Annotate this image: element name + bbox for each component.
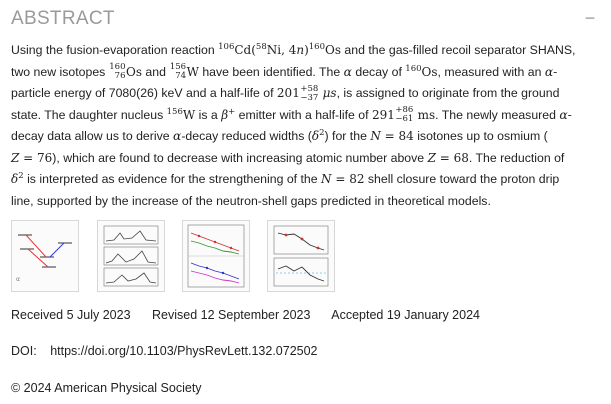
figure-4-thumbnail[interactable] — [267, 220, 335, 292]
isotope-os160: 160 76 Os — [109, 62, 142, 81]
abstract-text-segment: ), which are found to decrease with increasing atomic number above — [52, 150, 428, 165]
reduced-width-plot-icon — [268, 221, 334, 291]
svg-text:α: α — [16, 276, 20, 283]
alpha-symbol: α — [343, 64, 352, 79]
abstract-text-segment: emitter with a half-life of — [235, 107, 372, 122]
figure-1-thumbnail[interactable] — [11, 220, 79, 292]
n-equals-84: N = 84 — [370, 129, 414, 143]
abstract-text-segment: and — [141, 64, 170, 79]
abstract-header — [11, 6, 600, 32]
abstract-text — [11, 40, 601, 212]
abstract-text-segment: Using the fusion-evaporation reaction — [11, 43, 219, 57]
doi-label: DOI: — [11, 344, 37, 358]
half-life-w156: 291 +86 −61 ms — [371, 105, 436, 124]
z-equals-76: Z = 76 — [11, 150, 53, 165]
n-equals-82: N = 82 — [321, 172, 365, 186]
reaction-formula: $^{106}$Cd($^{58}$Ni, 4n)$^{160}$Os — [218, 42, 341, 57]
publication-dates — [11, 306, 498, 324]
abstract-text-segment: -decay reduced widths ( — [181, 129, 312, 143]
collapse-button[interactable]: − — [584, 8, 596, 28]
abstract-text-segment: is interpreted as evidence for the strengthening of the — [23, 172, 322, 186]
isotope-w156-daughter: $^{156}$W — [166, 106, 196, 122]
abstract-text-segment: and the gas-filled recoil separator SHANS, — [341, 43, 576, 57]
z-equals-68: Z = 68 — [427, 150, 469, 165]
alpha-symbol: α- — [544, 64, 558, 79]
abstract-text-segment: ) for the — [324, 129, 371, 143]
abstract-text-segment: . The reduction of — [468, 150, 565, 165]
doi-link[interactable]: https://doi.org/10.1103/PhysRevLett.132.072502 — [50, 344, 318, 358]
figure-3-thumbnail[interactable] — [182, 220, 250, 292]
spectrum-plot-icon — [98, 221, 164, 291]
abstract-text-segment: have been identified. The — [198, 64, 344, 79]
abstract-text-segment: . The newly measured — [435, 107, 560, 122]
abstract-text-segment: shell closure toward the proton drip — [364, 172, 560, 186]
half-life-os160: 201 +58 −37 μs — [276, 83, 337, 103]
delta-squared: $\delta^2$ — [311, 128, 325, 143]
received-date: Received 5 July 2023 — [11, 308, 131, 322]
accepted-date: Accepted 19 January 2024 — [331, 308, 480, 322]
abstract-text-segment: state. The daughter nucleus — [11, 107, 167, 122]
copyright-notice: © 2024 American Physical Society — [11, 381, 202, 395]
abstract-text-segment: is a — [195, 107, 222, 122]
abstract-text-segment: line, supported by the increase of the neutron-shell gaps predicted in theoretical models. — [11, 193, 491, 208]
delta-squared: $\delta^2$ — [11, 171, 24, 186]
abstract-text-segment: , measured with an — [437, 64, 545, 79]
systematics-plot-icon — [183, 221, 249, 291]
alpha-symbol: α- — [559, 107, 572, 122]
abstract-title: ABSTRACT — [11, 8, 115, 29]
beta-plus-symbol: β+ — [221, 106, 236, 122]
isotope-os: $^{160}$Os — [405, 63, 438, 79]
figure-2-thumbnail[interactable] — [97, 220, 165, 292]
revised-date: Revised 12 September 2023 — [152, 308, 311, 322]
alpha-symbol: α — [173, 129, 182, 143]
isotope-w156: 156 74 W — [169, 62, 199, 81]
abstract-text-segment: isotones up to osmium ( — [413, 129, 548, 143]
abstract-text-segment: particle energy of 7080(26) keV and a half-life of — [11, 86, 277, 100]
doi-row — [11, 342, 318, 360]
decay-scheme-icon — [12, 221, 78, 291]
abstract-text-segment: decay data allow us to derive — [11, 129, 174, 143]
abstract-text-segment: , is assigned to originate from the ground — [336, 86, 560, 100]
abstract-text-segment: two new isotopes — [11, 64, 109, 79]
abstract-text-segment: decay of — [351, 64, 406, 79]
